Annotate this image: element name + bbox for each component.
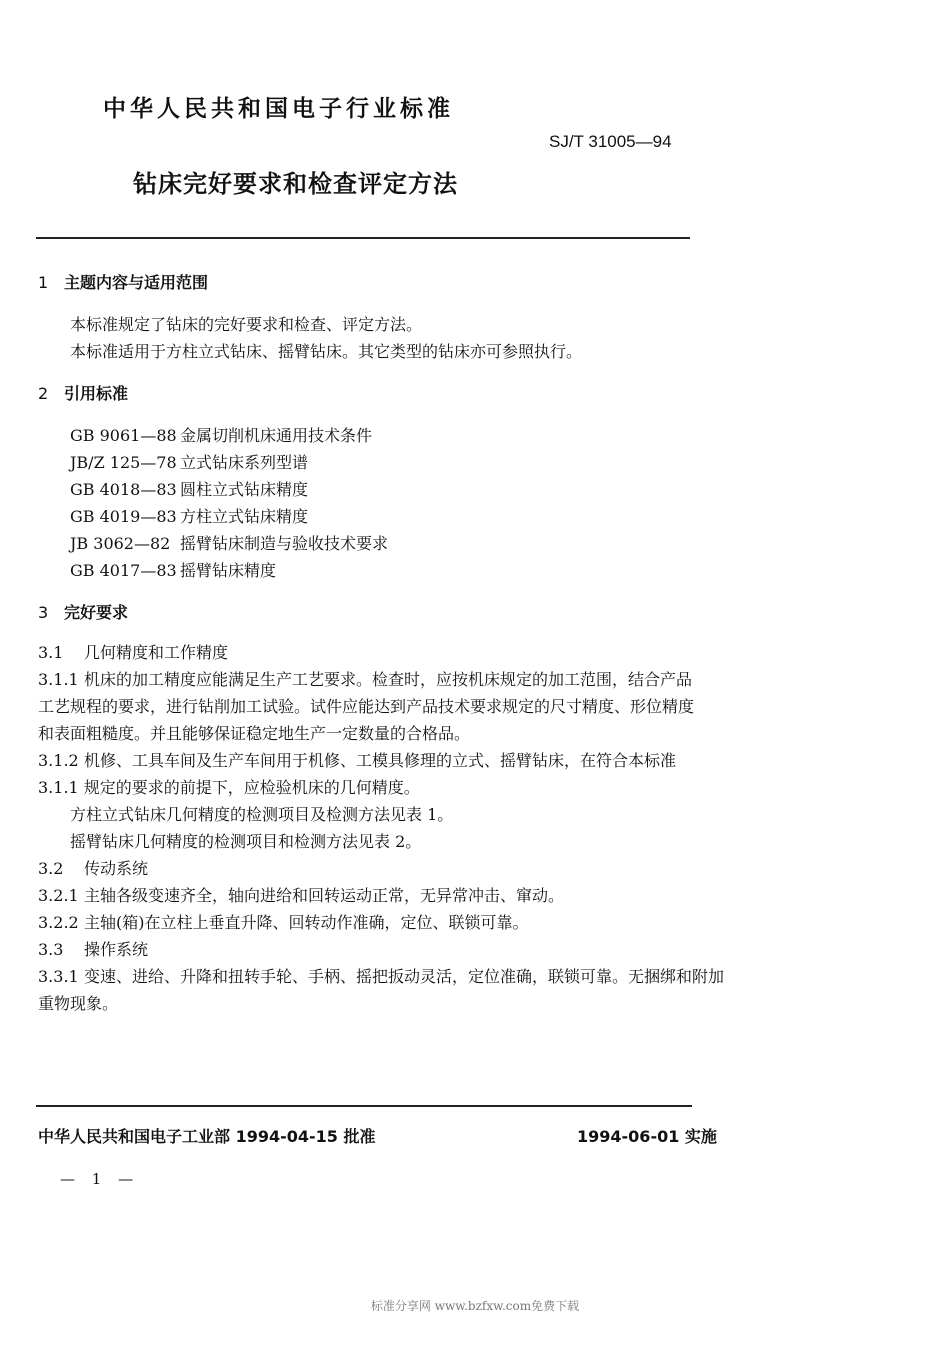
paragraph: 本标准适用于方柱立式钻床、摇臂钻床。其它类型的钻床亦可参照执行。 — [70, 342, 583, 361]
clause-text: 摇臂钻床几何精度的检测项目和检测方法见表 2。 — [70, 832, 422, 851]
reference-item — [70, 558, 276, 581]
clause-text: 主轴(箱)在立柱上垂直升降、回转动作准确，定位、联锁可靠。 — [84, 913, 529, 932]
header-rule — [36, 237, 690, 239]
reference-item — [70, 531, 388, 554]
clause-text: 方柱立式钻床几何精度的检测项目及检测方法见表 1。 — [70, 805, 454, 824]
section-number: 2 — [38, 384, 49, 403]
reference-title: 摇臂钻床制造与验收技术要求 — [180, 534, 389, 553]
subsection-3-1 — [38, 640, 228, 663]
reference-code: GB 4017—83 — [70, 561, 177, 580]
clause-title: 传动系统 — [84, 859, 149, 878]
section-1-heading — [38, 270, 208, 293]
section-title: 主题内容与适用范围 — [64, 273, 209, 292]
reference-title: 立式钻床系列型谱 — [180, 453, 309, 472]
subsection-3-3 — [38, 937, 148, 960]
clause-text: 重物现象。 — [38, 994, 119, 1013]
clause-title: 操作系统 — [84, 940, 149, 959]
reference-item — [70, 504, 308, 527]
reference-item — [70, 477, 308, 500]
reference-code: JB 3062—82 — [70, 534, 171, 553]
clause-title: 几何精度和工作精度 — [84, 643, 229, 662]
reference-item — [70, 423, 372, 446]
clause-number: 3.2 — [38, 859, 64, 878]
clause-text: 机床的加工精度应能满足生产工艺要求。检查时，应按机床规定的加工范围，结合产品 — [84, 670, 693, 689]
clause-number: 3.1.1 — [38, 670, 79, 689]
standard-code: SJ/T 31005—94 — [549, 132, 672, 151]
document-title: 钻床完好要求和检查评定方法 — [133, 170, 458, 198]
reference-title: 摇臂钻床精度 — [180, 561, 277, 580]
reference-item — [70, 450, 308, 473]
clause-text: 机修、工具车间及生产车间用于机修、工模具修理的立式、摇臂钻床，在符合本标准 — [84, 751, 677, 770]
issuing-authority-title: 中华人民共和国电子行业标准 — [103, 96, 454, 122]
reference-title: 方柱立式钻床精度 — [180, 507, 309, 526]
clause-number: 3.1 — [38, 643, 64, 662]
section-3-heading — [38, 600, 128, 623]
page-number: — 1 — — [60, 1170, 140, 1188]
clause-number: 3.3.1 — [38, 967, 79, 986]
section-title: 引用标准 — [64, 384, 129, 403]
clause-text: 工艺规程的要求，进行钻削加工试验。试件应能达到产品技术要求规定的尺寸精度、形位精度 — [38, 697, 695, 716]
clause-3-1-1 — [38, 667, 692, 690]
clause-3-3-1 — [38, 964, 724, 987]
section-number: 1 — [38, 273, 49, 292]
watermark: 标准分享网 www.bzfxw.com免费下载 — [370, 1299, 580, 1313]
clause-3-1-2 — [38, 748, 676, 771]
clause-number: 3.3 — [38, 940, 64, 959]
section-number: 3 — [38, 603, 49, 622]
footer-rule — [36, 1105, 692, 1107]
clause-text: 主轴各级变速齐全，轴向进给和回转运动正常，无异常冲击、窜动。 — [84, 886, 565, 905]
reference-code: GB 4018—83 — [70, 480, 177, 499]
reference-title: 金属切削机床通用技术条件 — [180, 426, 373, 445]
approval-line: 中华人民共和国电子工业部 1994-04-15 批准 — [38, 1127, 376, 1146]
clause-text: 3.1.1 规定的要求的前提下，应检验机床的几何精度。 — [38, 778, 420, 797]
paragraph: 本标准规定了钻床的完好要求和检查、评定方法。 — [70, 315, 423, 334]
section-2-heading — [38, 381, 128, 404]
clause-number: 3.2.2 — [38, 913, 79, 932]
reference-code: GB 4019—83 — [70, 507, 177, 526]
clause-number: 3.1.2 — [38, 751, 79, 770]
clause-3-2-2 — [38, 910, 529, 933]
clause-text: 和表面粗糙度。并且能够保证稳定地生产一定数量的合格品。 — [38, 724, 471, 743]
subsection-3-2 — [38, 856, 148, 879]
clause-number: 3.2.1 — [38, 886, 79, 905]
reference-code: JB/Z 125—78 — [70, 453, 177, 472]
reference-title: 圆柱立式钻床精度 — [180, 480, 309, 499]
implementation-date: 1994-06-01 实施 — [577, 1127, 717, 1146]
clause-text: 变速、进给、升降和扭转手轮、手柄、摇把扳动灵活，定位准确，联锁可靠。无捆绑和附加 — [84, 967, 725, 986]
clause-3-2-1 — [38, 883, 564, 906]
reference-code: GB 9061—88 — [70, 426, 177, 445]
section-title: 完好要求 — [64, 603, 129, 622]
